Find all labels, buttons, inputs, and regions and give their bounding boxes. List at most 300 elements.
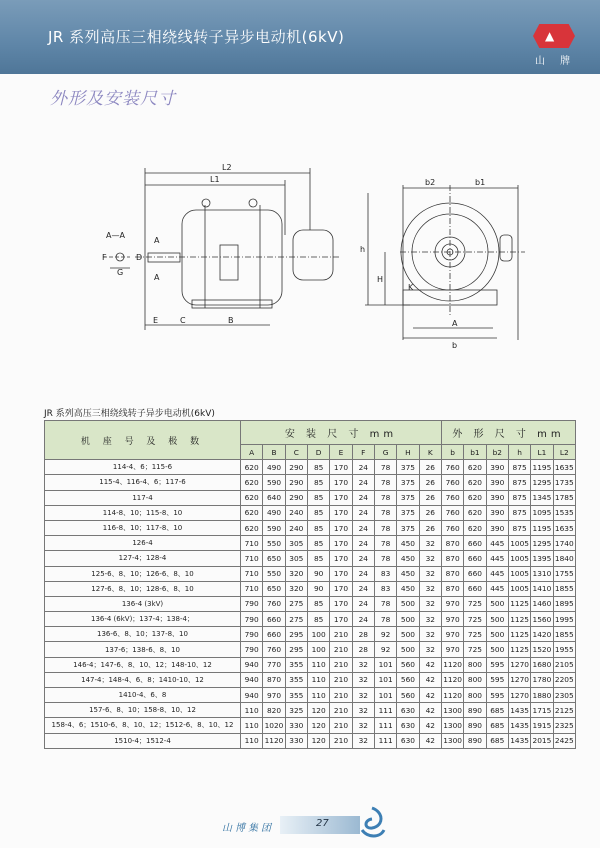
value-cell: 290	[285, 490, 307, 505]
value-cell: 820	[263, 703, 285, 718]
table-row	[45, 520, 576, 535]
value-cell: 1125	[508, 596, 530, 611]
value-cell: 1915	[531, 718, 553, 733]
value-cell: 320	[285, 566, 307, 581]
model-cell: 126-4	[45, 536, 241, 551]
value-cell: 560	[397, 688, 419, 703]
value-cell: 760	[441, 460, 463, 475]
label-section-AA: A—A	[106, 231, 125, 240]
value-cell: 390	[486, 475, 508, 490]
footer-brand: 山博集团	[222, 823, 274, 834]
value-cell: 85	[307, 551, 329, 566]
value-cell: 305	[285, 551, 307, 566]
value-cell: 1740	[553, 536, 575, 551]
value-cell: 26	[419, 520, 441, 535]
value-cell: 1120	[441, 688, 463, 703]
value-cell: 330	[285, 733, 307, 748]
value-cell: 170	[330, 460, 352, 475]
value-cell: 790	[241, 596, 263, 611]
mountain-icon: ▲	[545, 29, 555, 43]
label-B: B	[228, 316, 234, 325]
value-cell: 24	[352, 612, 374, 627]
value-cell: 170	[330, 551, 352, 566]
value-cell: 875	[508, 475, 530, 490]
value-cell: 710	[241, 551, 263, 566]
label-H: H	[377, 275, 384, 284]
model-cell: 114-8、10；115-8、10	[45, 505, 241, 520]
value-cell: 875	[508, 520, 530, 535]
value-cell: 500	[486, 596, 508, 611]
value-cell: 170	[330, 596, 352, 611]
value-cell: 390	[486, 490, 508, 505]
value-cell: 375	[397, 505, 419, 520]
value-cell: 24	[352, 551, 374, 566]
value-cell: 1005	[508, 536, 530, 551]
model-cell: 146-4；147-6、8、10、12；148-10、12	[45, 657, 241, 672]
table-row	[45, 612, 576, 627]
value-cell: 595	[486, 672, 508, 687]
table-row	[45, 596, 576, 611]
value-cell: 32	[419, 551, 441, 566]
value-cell: 275	[285, 612, 307, 627]
group-install-dimensions: 安 装 尺 寸 mm	[241, 421, 442, 445]
value-cell: 85	[307, 612, 329, 627]
column-header-L1: L1	[531, 445, 553, 460]
value-cell: 490	[263, 460, 285, 475]
value-cell: 1420	[531, 627, 553, 642]
value-cell: 1435	[508, 718, 530, 733]
value-cell: 24	[352, 475, 374, 490]
value-cell: 305	[285, 536, 307, 551]
table-row	[45, 703, 576, 718]
label-L1: L1	[210, 175, 220, 184]
value-cell: 375	[397, 475, 419, 490]
value-cell: 890	[464, 718, 486, 733]
value-cell: 78	[374, 520, 396, 535]
value-cell: 800	[464, 657, 486, 672]
value-cell: 2105	[553, 657, 575, 672]
logo-text: 山 牌	[535, 56, 577, 67]
model-cell: 127-4；128-4	[45, 551, 241, 566]
value-cell: 120	[307, 718, 329, 733]
value-cell: 1120	[263, 733, 285, 748]
front-view	[365, 185, 525, 340]
header-title: JR 系列高压三相绕线转子异步电动机(6kV)	[48, 28, 345, 46]
value-cell: 1635	[553, 460, 575, 475]
value-cell: 32	[419, 581, 441, 596]
value-cell: 24	[352, 460, 374, 475]
value-cell: 210	[330, 703, 352, 718]
value-cell: 1880	[531, 688, 553, 703]
value-cell: 42	[419, 718, 441, 733]
value-cell: 640	[263, 490, 285, 505]
value-cell: 32	[419, 627, 441, 642]
value-cell: 1995	[553, 612, 575, 627]
brand-logo	[531, 24, 577, 70]
value-cell: 870	[263, 672, 285, 687]
model-cell: 136-6、8、10；137-8、10	[45, 627, 241, 642]
value-cell: 1300	[441, 733, 463, 748]
table-row	[45, 536, 576, 551]
value-cell: 620	[464, 475, 486, 490]
table-row	[45, 490, 576, 505]
value-cell: 120	[307, 733, 329, 748]
table-row	[45, 581, 576, 596]
value-cell: 1120	[441, 672, 463, 687]
value-cell: 26	[419, 475, 441, 490]
value-cell: 1535	[553, 505, 575, 520]
value-cell: 590	[263, 520, 285, 535]
value-cell: 1295	[531, 475, 553, 490]
value-cell: 870	[441, 566, 463, 581]
value-cell: 1410	[531, 581, 553, 596]
model-cell: 136-4 (3kV)	[45, 596, 241, 611]
value-cell: 620	[241, 520, 263, 535]
label-b1: b1	[475, 178, 486, 187]
value-cell: 710	[241, 581, 263, 596]
value-cell: 110	[241, 733, 263, 748]
label-h: h	[360, 245, 366, 254]
value-cell: 620	[241, 505, 263, 520]
table-row	[45, 718, 576, 733]
value-cell: 32	[419, 612, 441, 627]
value-cell: 24	[352, 596, 374, 611]
value-cell: 800	[464, 672, 486, 687]
value-cell: 500	[397, 612, 419, 627]
column-header-F: F	[352, 445, 374, 460]
value-cell: 210	[330, 718, 352, 733]
value-cell: 42	[419, 733, 441, 748]
value-cell: 295	[285, 627, 307, 642]
value-cell: 1295	[531, 536, 553, 551]
value-cell: 1955	[553, 642, 575, 657]
value-cell: 1345	[531, 490, 553, 505]
value-cell: 710	[241, 536, 263, 551]
value-cell: 101	[374, 657, 396, 672]
value-cell: 620	[464, 490, 486, 505]
value-cell: 450	[397, 566, 419, 581]
value-cell: 390	[486, 460, 508, 475]
value-cell: 110	[307, 657, 329, 672]
model-cell: 137-6；138-6、8、10	[45, 642, 241, 657]
value-cell: 1735	[553, 475, 575, 490]
value-cell: 26	[419, 490, 441, 505]
value-cell: 1840	[553, 551, 575, 566]
value-cell: 500	[397, 642, 419, 657]
value-cell: 970	[441, 642, 463, 657]
value-cell: 2325	[553, 718, 575, 733]
value-cell: 355	[285, 657, 307, 672]
label-C: C	[180, 316, 186, 325]
table-caption: JR 系列高压三相绕线转子异步电动机(6kV)	[44, 409, 215, 419]
label-D: D	[136, 253, 143, 262]
value-cell: 210	[330, 733, 352, 748]
value-cell: 85	[307, 520, 329, 535]
value-cell: 1095	[531, 505, 553, 520]
value-cell: 78	[374, 536, 396, 551]
value-cell: 660	[263, 612, 285, 627]
value-cell: 355	[285, 672, 307, 687]
value-cell: 325	[285, 703, 307, 718]
page-header	[0, 0, 600, 74]
value-cell: 685	[486, 718, 508, 733]
value-cell: 450	[397, 551, 419, 566]
value-cell: 1560	[531, 612, 553, 627]
value-cell: 595	[486, 688, 508, 703]
value-cell: 620	[241, 460, 263, 475]
value-cell: 355	[285, 688, 307, 703]
table-row	[45, 551, 576, 566]
motor-dimension-drawing	[0, 140, 600, 360]
column-header-K: K	[419, 445, 441, 460]
value-cell: 725	[464, 627, 486, 642]
value-cell: 78	[374, 460, 396, 475]
section-title: 外形及安装尺寸	[50, 89, 176, 109]
value-cell: 170	[330, 520, 352, 535]
value-cell: 32	[352, 672, 374, 687]
value-cell: 24	[352, 581, 374, 596]
value-cell: 170	[330, 490, 352, 505]
value-cell: 78	[374, 475, 396, 490]
value-cell: 970	[441, 596, 463, 611]
value-cell: 725	[464, 596, 486, 611]
value-cell: 170	[330, 581, 352, 596]
value-cell: 685	[486, 703, 508, 718]
value-cell: 290	[285, 460, 307, 475]
value-cell: 760	[263, 596, 285, 611]
column-header-D: D	[307, 445, 329, 460]
value-cell: 630	[397, 703, 419, 718]
value-cell: 375	[397, 460, 419, 475]
value-cell: 330	[285, 718, 307, 733]
value-cell: 760	[441, 505, 463, 520]
value-cell: 560	[397, 657, 419, 672]
value-cell: 2015	[531, 733, 553, 748]
value-cell: 1005	[508, 551, 530, 566]
value-cell: 32	[352, 657, 374, 672]
label-F: F	[102, 253, 107, 262]
value-cell: 210	[330, 627, 352, 642]
value-cell: 725	[464, 612, 486, 627]
value-cell: 26	[419, 460, 441, 475]
value-cell: 760	[263, 642, 285, 657]
label-K: K	[408, 283, 414, 292]
value-cell: 445	[486, 551, 508, 566]
value-cell: 1125	[508, 642, 530, 657]
column-header-C: C	[285, 445, 307, 460]
column-header-G: G	[374, 445, 396, 460]
value-cell: 875	[508, 490, 530, 505]
value-cell: 550	[263, 536, 285, 551]
value-cell: 170	[330, 475, 352, 490]
value-cell: 685	[486, 733, 508, 748]
table-row	[45, 688, 576, 703]
value-cell: 620	[241, 475, 263, 490]
value-cell: 650	[263, 551, 285, 566]
value-cell: 42	[419, 688, 441, 703]
value-cell: 85	[307, 490, 329, 505]
value-cell: 445	[486, 566, 508, 581]
value-cell: 240	[285, 520, 307, 535]
value-cell: 24	[352, 520, 374, 535]
value-cell: 500	[486, 642, 508, 657]
value-cell: 78	[374, 596, 396, 611]
value-cell: 970	[441, 612, 463, 627]
value-cell: 940	[241, 688, 263, 703]
value-cell: 32	[419, 642, 441, 657]
value-cell: 85	[307, 536, 329, 551]
value-cell: 101	[374, 672, 396, 687]
value-cell: 1855	[553, 581, 575, 596]
label-b2: b2	[425, 178, 436, 187]
value-cell: 275	[285, 596, 307, 611]
value-cell: 32	[419, 536, 441, 551]
value-cell: 630	[397, 718, 419, 733]
value-cell: 85	[307, 460, 329, 475]
value-cell: 390	[486, 520, 508, 535]
value-cell: 42	[419, 703, 441, 718]
table-row	[45, 657, 576, 672]
value-cell: 92	[374, 642, 396, 657]
value-cell: 650	[263, 581, 285, 596]
value-cell: 970	[263, 688, 285, 703]
value-cell: 1520	[531, 642, 553, 657]
value-cell: 770	[263, 657, 285, 672]
label-A: A	[452, 319, 458, 328]
value-cell: 590	[263, 475, 285, 490]
value-cell: 790	[241, 642, 263, 657]
value-cell: 1120	[441, 657, 463, 672]
value-cell: 450	[397, 536, 419, 551]
value-cell: 1195	[531, 460, 553, 475]
value-cell: 28	[352, 627, 374, 642]
value-cell: 1680	[531, 657, 553, 672]
value-cell: 101	[374, 688, 396, 703]
value-cell: 90	[307, 566, 329, 581]
value-cell: 1435	[508, 703, 530, 718]
model-cell: 127-6、8、10；128-6、8、10	[45, 581, 241, 596]
column-header-b2: b2	[486, 445, 508, 460]
value-cell: 85	[307, 596, 329, 611]
row-header: 机 座 号 及 极 数	[45, 421, 241, 460]
value-cell: 660	[263, 627, 285, 642]
value-cell: 940	[241, 657, 263, 672]
value-cell: 42	[419, 672, 441, 687]
label-G: G	[117, 268, 124, 277]
column-header-b1: b1	[464, 445, 486, 460]
value-cell: 1300	[441, 718, 463, 733]
value-cell: 630	[397, 733, 419, 748]
value-cell: 42	[419, 657, 441, 672]
value-cell: 1310	[531, 566, 553, 581]
value-cell: 24	[352, 536, 374, 551]
value-cell: 92	[374, 627, 396, 642]
value-cell: 32	[352, 718, 374, 733]
value-cell: 870	[441, 551, 463, 566]
value-cell: 595	[486, 657, 508, 672]
column-header-b: b	[441, 445, 463, 460]
value-cell: 1785	[553, 490, 575, 505]
value-cell: 940	[241, 672, 263, 687]
value-cell: 620	[464, 505, 486, 520]
value-cell: 240	[285, 505, 307, 520]
table-row	[45, 566, 576, 581]
model-cell: 158-4、6；1510-6、8、10、12；1512-6、8、10、12	[45, 718, 241, 733]
value-cell: 1755	[553, 566, 575, 581]
value-cell: 790	[241, 612, 263, 627]
value-cell: 111	[374, 703, 396, 718]
column-header-L2: L2	[553, 445, 575, 460]
table-row	[45, 733, 576, 748]
value-cell: 85	[307, 475, 329, 490]
value-cell: 83	[374, 566, 396, 581]
value-cell: 170	[330, 566, 352, 581]
dimension-table	[44, 420, 576, 749]
value-cell: 1855	[553, 627, 575, 642]
value-cell: 620	[464, 520, 486, 535]
value-cell: 1005	[508, 581, 530, 596]
side-view	[103, 168, 340, 330]
value-cell: 500	[397, 627, 419, 642]
value-cell: 500	[486, 612, 508, 627]
value-cell: 210	[330, 657, 352, 672]
value-cell: 1020	[263, 718, 285, 733]
column-header-A: A	[241, 445, 263, 460]
value-cell: 2305	[553, 688, 575, 703]
value-cell: 1270	[508, 672, 530, 687]
model-cell: 136-4 (6kV)；137-4；138-4；	[45, 612, 241, 627]
model-cell: 125-6、8、10；126-6、8、10	[45, 566, 241, 581]
column-header-H: H	[397, 445, 419, 460]
value-cell: 660	[464, 536, 486, 551]
value-cell: 2205	[553, 672, 575, 687]
value-cell: 1895	[553, 596, 575, 611]
label-b: b	[452, 341, 458, 350]
value-cell: 1270	[508, 657, 530, 672]
value-cell: 445	[486, 581, 508, 596]
value-cell: 32	[352, 688, 374, 703]
table-row	[45, 460, 576, 475]
value-cell: 890	[464, 733, 486, 748]
value-cell: 725	[464, 642, 486, 657]
table-row	[45, 627, 576, 642]
model-cell: 115-4、116-4、6；117-6	[45, 475, 241, 490]
value-cell: 78	[374, 612, 396, 627]
value-cell: 24	[352, 490, 374, 505]
column-header-B: B	[263, 445, 285, 460]
table-row	[45, 505, 576, 520]
value-cell: 800	[464, 688, 486, 703]
value-cell: 32	[352, 733, 374, 748]
label-A-top: A	[154, 236, 160, 245]
table-row	[45, 672, 576, 687]
model-cell: 147-4；148-4、6、8；1410-10、12	[45, 672, 241, 687]
value-cell: 90	[307, 581, 329, 596]
model-cell: 116-8、10；117-8、10	[45, 520, 241, 535]
value-cell: 100	[307, 627, 329, 642]
value-cell: 890	[464, 703, 486, 718]
value-cell: 111	[374, 733, 396, 748]
value-cell: 710	[241, 566, 263, 581]
column-header-h: h	[508, 445, 530, 460]
table-row	[45, 475, 576, 490]
value-cell: 24	[352, 566, 374, 581]
value-cell: 110	[307, 688, 329, 703]
value-cell: 560	[397, 672, 419, 687]
value-cell: 24	[352, 505, 374, 520]
value-cell: 100	[307, 642, 329, 657]
value-cell: 210	[330, 642, 352, 657]
